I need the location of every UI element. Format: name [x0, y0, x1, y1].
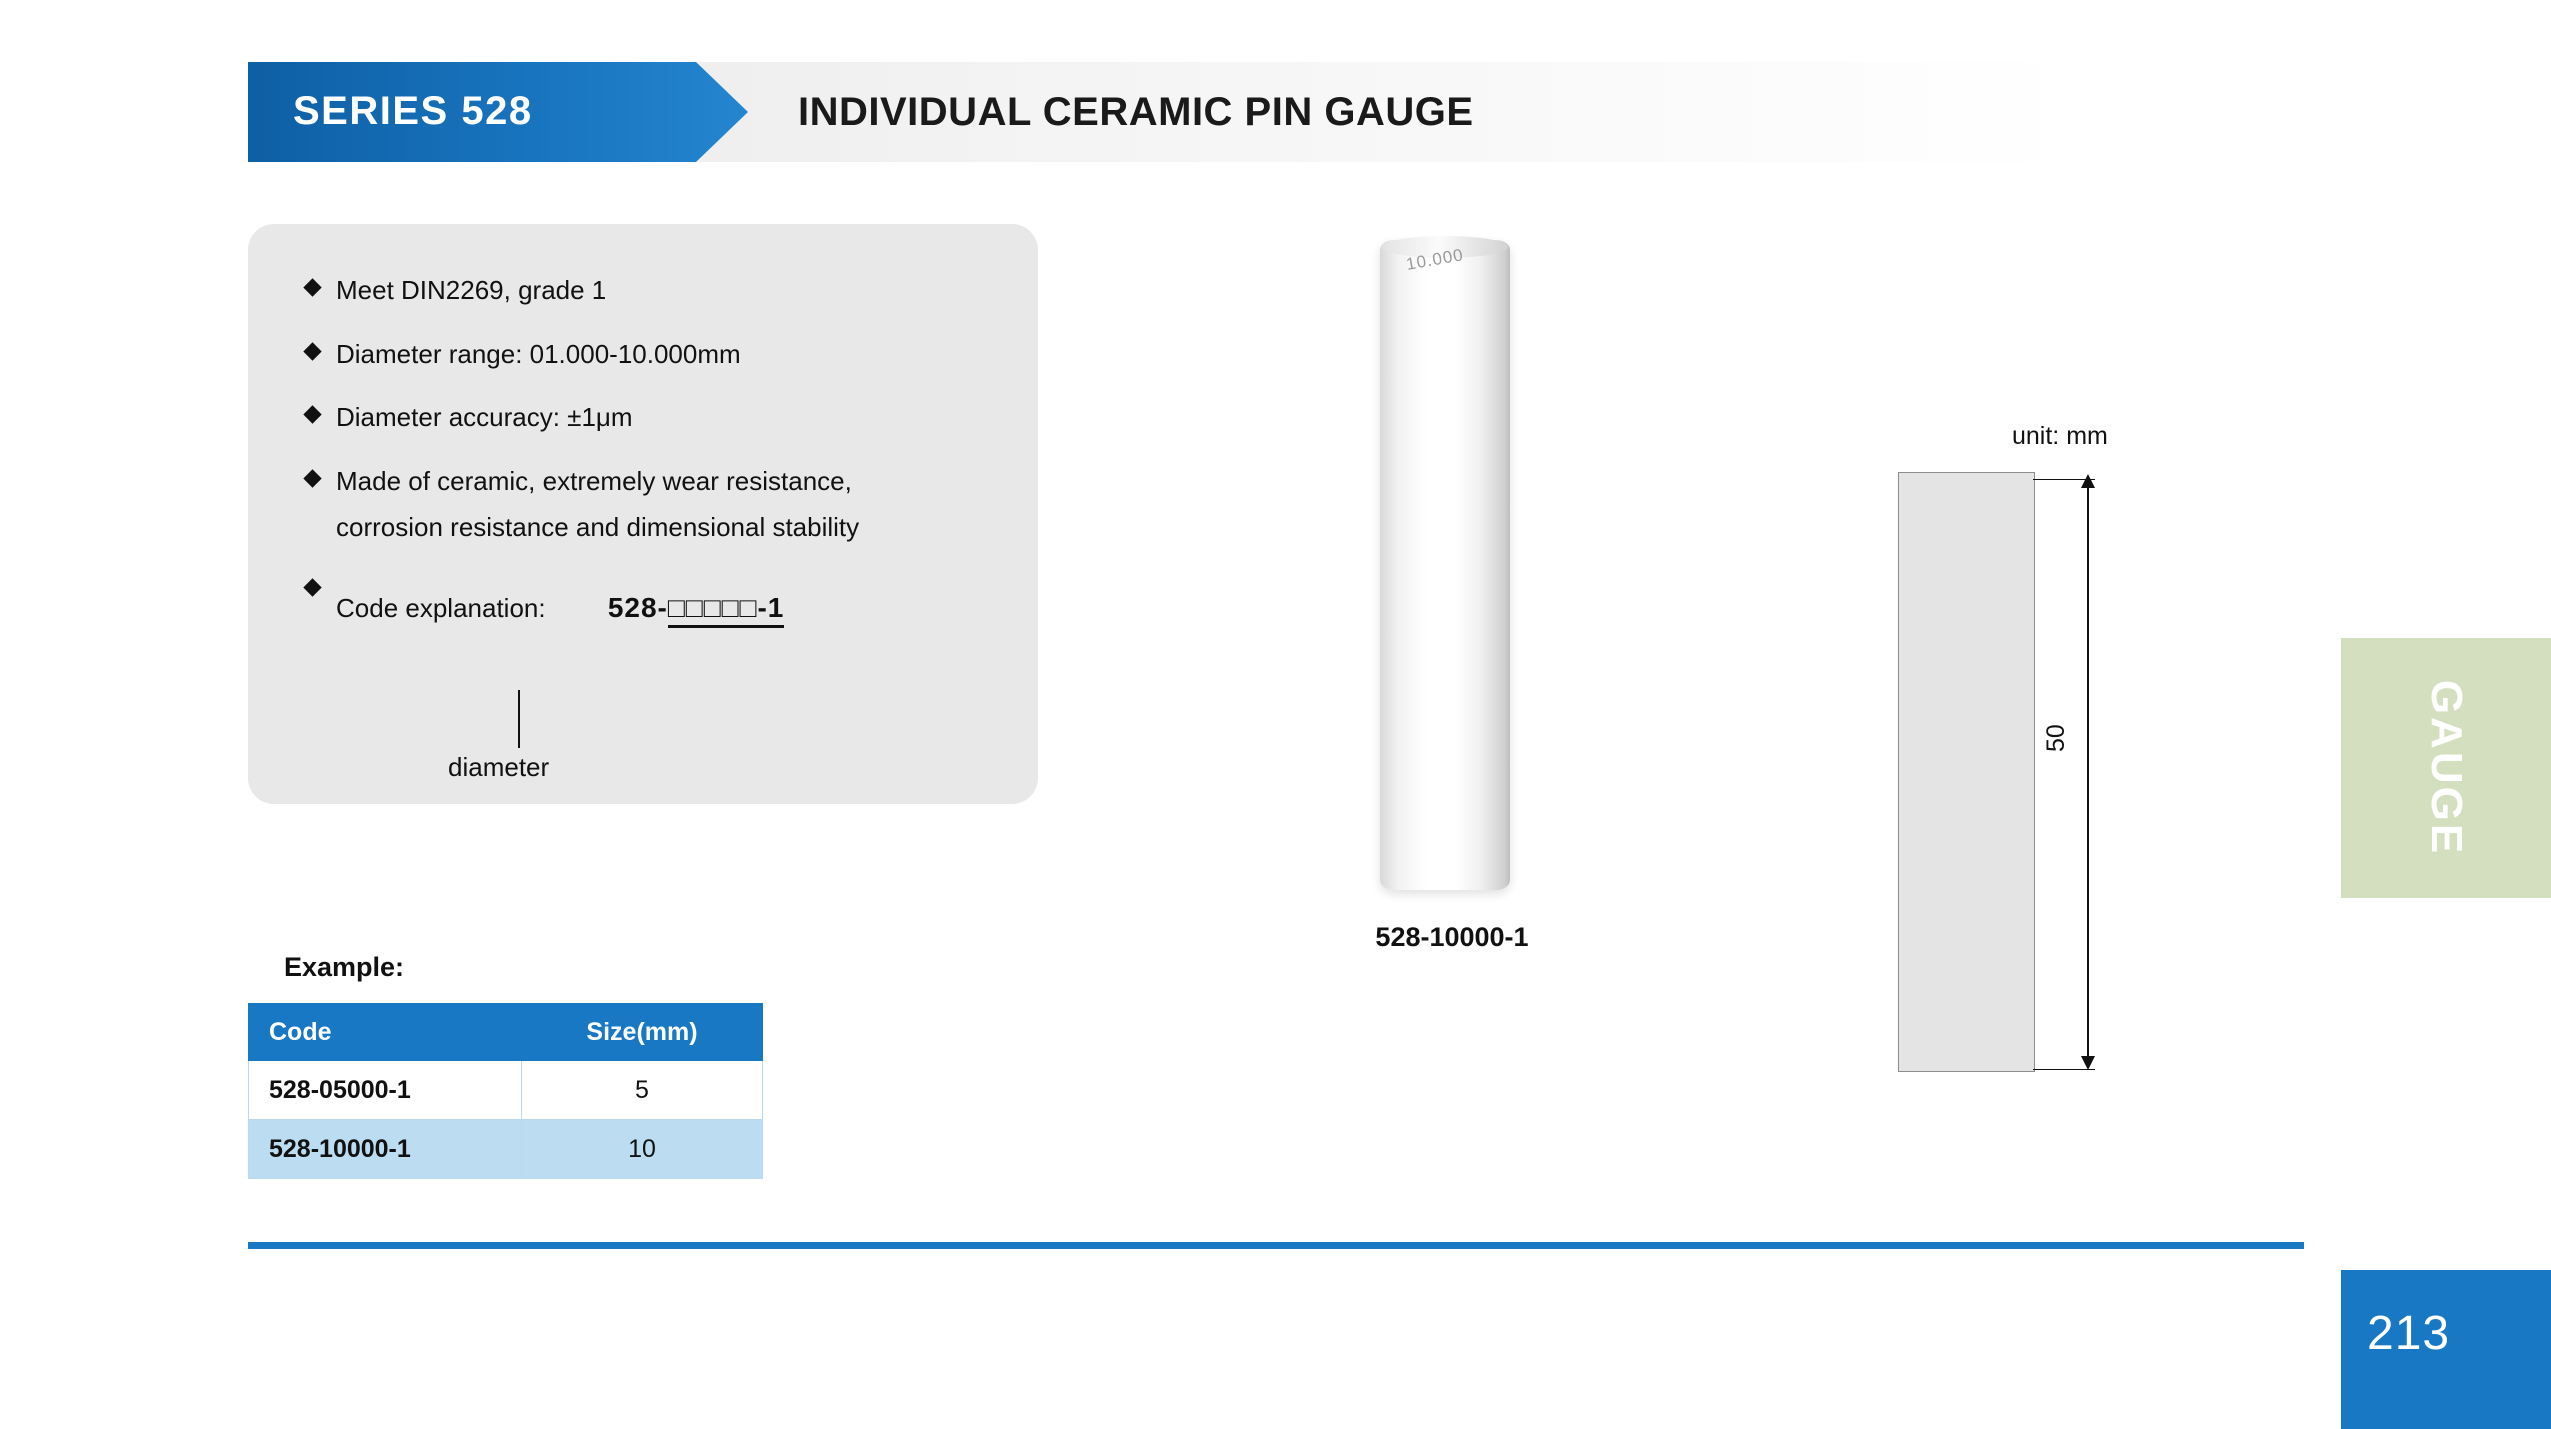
- diamond-bullet-icon: [303, 406, 321, 424]
- table-header-row: [249, 1004, 763, 1061]
- code-prefix: 528-: [607, 592, 668, 624]
- column-header-code: Code: [249, 1004, 522, 1061]
- feature-item: [296, 399, 996, 437]
- page-header: [248, 62, 2073, 162]
- drawing-outline: [1898, 472, 2035, 1072]
- feature-item: [296, 272, 996, 310]
- diamond-bullet-icon: [303, 579, 321, 597]
- table-row: [249, 1120, 763, 1179]
- example-table-head: [249, 1004, 763, 1061]
- features-panel: [248, 224, 1038, 804]
- leader-label: diameter: [448, 752, 550, 782]
- dimension-value: 50: [2042, 724, 2070, 752]
- page-number: 213: [2367, 1307, 2451, 1360]
- product-caption: 528-10000-1: [1375, 922, 1529, 952]
- code-explanation-label: Code explanation:: [336, 593, 546, 624]
- feature-text-line2: corrosion resistance and dimensional stability: [336, 511, 860, 542]
- example-table: [248, 1003, 763, 1179]
- diamond-bullet-icon: [303, 469, 321, 487]
- column-header-size: Size(mm): [522, 1004, 763, 1061]
- feature-text: Diameter range: 01.000-10.000mm: [336, 338, 741, 369]
- cell-code: 528-10000-1: [249, 1120, 522, 1179]
- table-row: [249, 1061, 763, 1120]
- cell-size: 10: [522, 1120, 763, 1179]
- page-title: INDIVIDUAL CERAMIC PIN GAUGE: [798, 90, 1474, 134]
- dimension-line: [2087, 478, 2089, 1068]
- feature-text: Meet DIN2269, grade 1: [336, 275, 607, 305]
- example-table-body: [249, 1061, 763, 1179]
- ceramic-pin-gauge-image: [1380, 240, 1510, 890]
- code-explanation: [296, 572, 996, 624]
- feature-item: [296, 463, 996, 546]
- section-side-tab: [2341, 638, 2551, 898]
- engraved-mark: 10.000: [1404, 245, 1466, 274]
- code-boxes: □□□□□: [668, 592, 758, 628]
- leader-line: [518, 690, 520, 748]
- dimension-arrow-top-icon: [2081, 474, 2095, 488]
- example-label: Example:: [284, 952, 405, 982]
- footer-divider: [248, 1242, 2304, 1249]
- feature-item: [296, 336, 996, 374]
- code-suffix: -1: [757, 592, 784, 628]
- unit-label: unit: mm: [2012, 422, 2108, 450]
- product-photo: [1380, 240, 1510, 890]
- diamond-bullet-icon: [303, 278, 321, 296]
- cell-size: 5: [522, 1061, 763, 1120]
- feature-text: Diameter accuracy: ±1μm: [336, 402, 633, 433]
- series-label: SERIES 528: [293, 89, 533, 133]
- features-list: [296, 272, 996, 624]
- code-pattern: [608, 592, 785, 624]
- page-number-box: [2341, 1270, 2551, 1429]
- dimension-arrow-bottom-icon: [2081, 1056, 2095, 1070]
- diamond-bullet-icon: [303, 342, 321, 360]
- side-tab-label: GAUGE: [2422, 679, 2471, 857]
- feature-text: Made of ceramic, extremely wear resistance,: [336, 466, 852, 497]
- cell-code: 528-05000-1: [249, 1061, 522, 1120]
